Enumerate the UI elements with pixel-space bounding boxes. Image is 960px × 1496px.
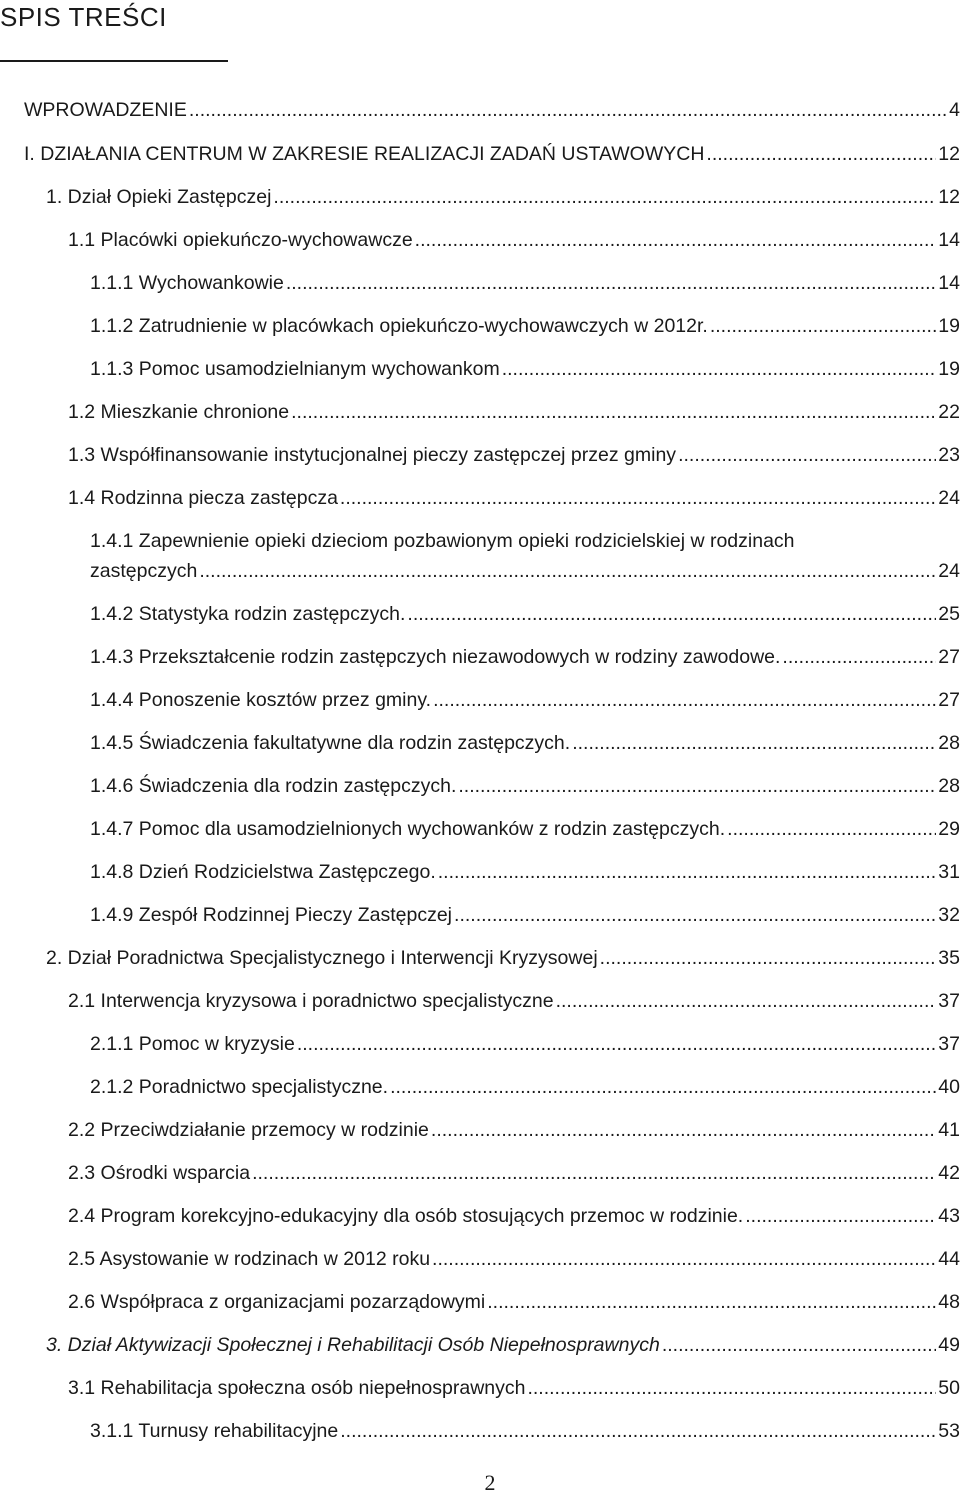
toc-entry[interactable]	[90, 860, 960, 884]
dot-leader	[438, 860, 937, 884]
toc-entry-page: 14	[938, 229, 960, 251]
toc-entry-page: 44	[938, 1248, 960, 1270]
toc-entry-label: 1.4.7 Pomoc dla usamodzielnionych wychowanków z rodzin zastępczych.	[90, 818, 726, 840]
toc-entry-page: 27	[938, 689, 960, 711]
toc-entry-label: 1.2 Mieszkanie chronione	[68, 401, 290, 423]
toc-entry[interactable]	[90, 817, 960, 841]
dot-leader	[432, 1247, 936, 1271]
toc-entry[interactable]	[46, 946, 960, 970]
dot-leader	[433, 688, 936, 712]
toc-entry[interactable]	[68, 486, 960, 510]
toc-entry-label: 1.1 Placówki opiekuńczo-wychowawcze	[68, 229, 413, 251]
dot-leader	[556, 989, 937, 1013]
toc-entry-page: 35	[938, 947, 960, 969]
toc-entry-page: 40	[938, 1076, 960, 1098]
toc-entry-page: 50	[938, 1377, 960, 1399]
toc-entry[interactable]	[46, 185, 960, 209]
toc-entry[interactable]	[68, 1161, 960, 1185]
toc-entry-label: 2.5 Asystowanie w rodzinach w 2012 roku	[68, 1248, 431, 1270]
toc-entry[interactable]	[68, 1290, 960, 1314]
toc-entry-label: 3. Dział Aktywizacji Społecznej i Rehabilitacji Osób Niepełnosprawnych	[46, 1334, 660, 1356]
toc-entry-page: 37	[938, 1033, 960, 1055]
dot-leader	[199, 559, 936, 583]
toc-entry-label: I. DZIAŁANIA CENTRUM W ZAKRESIE REALIZACJI ZADAŃ USTAWOWYCH	[24, 143, 705, 165]
toc-entry-page: 42	[938, 1162, 960, 1184]
toc-entry-page: 28	[938, 775, 960, 797]
toc-entry-label: 1.4.4 Ponoszenie kosztów przez gminy.	[90, 689, 432, 711]
toc-entry[interactable]	[90, 602, 960, 626]
dot-leader	[710, 314, 936, 338]
toc-entry-label: WPROWADZENIE	[24, 99, 187, 121]
toc-entry-page: 23	[938, 444, 960, 466]
toc-entry-page: 53	[938, 1420, 960, 1442]
toc-entry[interactable]	[68, 1376, 960, 1400]
toc-entry-label: 2.6 Współpraca z organizacjami pozarządowymi	[68, 1291, 486, 1313]
toc-entry-label: 1.4.5 Świadczenia fakultatywne dla rodzin zastępczych.	[90, 732, 571, 754]
dot-leader	[291, 400, 936, 424]
dot-leader	[415, 228, 937, 252]
toc-entry-label: 1.1.1 Wychowankowie	[90, 272, 284, 294]
toc-entry[interactable]	[68, 228, 960, 252]
toc-entry-label: 1.4.2 Statystyka rodzin zastępczych.	[90, 603, 406, 625]
dot-leader	[252, 1161, 936, 1185]
toc-entry[interactable]	[90, 903, 960, 927]
dot-leader	[273, 185, 936, 209]
toc-entry-page: 4	[949, 99, 960, 121]
toc-entry-label: 1.3 Współfinansowanie instytucjonalnej pieczy zastępczej przez gminy	[68, 444, 677, 466]
toc-entry-label: 2.1.2 Poradnictwo specjalistyczne.	[90, 1076, 389, 1098]
dot-leader	[487, 1290, 936, 1314]
dot-leader	[431, 1118, 936, 1142]
toc-entry-label: 2.1 Interwencja kryzysowa i poradnictwo specjalistyczne	[68, 990, 554, 1012]
toc-entry-label: 2. Dział Poradnictwa Specjalistycznego i Interwencji Kryzysowej	[46, 947, 598, 969]
dot-leader	[678, 443, 936, 467]
dot-leader	[340, 1419, 936, 1443]
toc-entry[interactable]	[68, 1247, 960, 1271]
toc-entry-label: 1.1.3 Pomoc usamodzielnianym wychowankom	[90, 358, 500, 380]
toc-entry-page: 32	[938, 904, 960, 926]
toc-entry-label: 1. Dział Opieki Zastępczej	[46, 186, 272, 208]
dot-leader	[502, 357, 937, 381]
toc-entry[interactable]	[90, 1075, 960, 1099]
dot-leader	[572, 731, 936, 755]
toc-entry[interactable]	[90, 688, 960, 712]
toc-entry-label: 1.4.9 Zespół Rodzinnej Pieczy Zastępczej	[90, 904, 453, 926]
dot-leader	[454, 903, 936, 927]
toc-entry[interactable]	[90, 357, 960, 381]
toc-entry-page: 29	[938, 818, 960, 840]
toc-entry-label: 2.2 Przeciwdziałanie przemocy w rodzinie	[68, 1119, 429, 1141]
toc-entry-page: 25	[938, 603, 960, 625]
toc-entry-label: 1.4 Rodzinna piecza zastępcza	[68, 487, 338, 509]
toc-entry-page: 19	[938, 358, 960, 380]
toc-entry[interactable]	[90, 645, 960, 669]
toc-entry[interactable]	[90, 271, 960, 295]
toc-entry-page: 14	[938, 272, 960, 294]
toc-entry-label: 1.4.8 Dzień Rodzicielstwa Zastępczego.	[90, 861, 436, 883]
toc-entry[interactable]	[68, 1118, 960, 1142]
toc-entry-label: 1.4.3 Przekształcenie rodzin zastępczych niezawodowych w rodziny zawodowe.	[90, 646, 781, 668]
toc-entry-page: 12	[938, 143, 960, 165]
toc-entry[interactable]	[46, 1333, 960, 1357]
toc-entry[interactable]	[90, 559, 960, 583]
page-number: 2	[484, 1470, 496, 1495]
dot-leader	[745, 1204, 936, 1228]
dot-leader	[390, 1075, 936, 1099]
dot-leader	[527, 1376, 936, 1400]
dot-leader	[600, 946, 937, 970]
toc-entry[interactable]	[90, 731, 960, 755]
toc-entry-label: 2.4 Program korekcyjno-edukacyjny dla osób stosujących przemoc w rodzinie.	[68, 1205, 744, 1227]
toc-entry[interactable]	[68, 989, 960, 1013]
toc-entry[interactable]	[68, 443, 960, 467]
toc-entry[interactable]	[90, 314, 960, 338]
toc-entry[interactable]	[90, 1419, 960, 1443]
toc-entry[interactable]	[68, 400, 960, 424]
dot-leader	[340, 486, 936, 510]
toc-entry-label: 1.4.6 Świadczenia dla rodzin zastępczych.	[90, 775, 457, 797]
toc-entry-page: 28	[938, 732, 960, 754]
toc-entry[interactable]	[90, 774, 960, 798]
toc-entry-page: 24	[938, 560, 960, 582]
toc-entry-page: 27	[938, 646, 960, 668]
toc-entry[interactable]	[90, 1032, 960, 1056]
toc-entry-page: 48	[938, 1291, 960, 1313]
toc-entry-page: 19	[938, 315, 960, 337]
toc-entry-page: 12	[938, 186, 960, 208]
toc-entry[interactable]	[68, 1204, 960, 1228]
dot-leader	[297, 1032, 936, 1056]
toc-entry-page: 24	[938, 487, 960, 509]
dot-leader	[407, 602, 936, 626]
toc-entry-label-line1[interactable]: 1.4.1 Zapewnienie opieki dzieciom pozbawionym opieki rodzicielskiej w rodzinach	[90, 530, 795, 552]
dot-leader	[706, 142, 936, 166]
toc-entry-label: 3.1.1 Turnusy rehabilitacyjne	[90, 1420, 339, 1442]
toc-title: SPIS TREŚCI	[0, 2, 167, 32]
toc-entry-page: 41	[938, 1119, 960, 1141]
toc-entry-label: 3.1 Rehabilitacja społeczna osób niepełnosprawnych	[68, 1377, 526, 1399]
toc-entry-page: 49	[938, 1334, 960, 1356]
dot-leader	[727, 817, 936, 841]
toc-entry-page: 31	[938, 861, 960, 883]
dot-leader	[286, 271, 936, 295]
dot-leader	[662, 1333, 936, 1357]
toc-entry-label: 2.3 Ośrodki wsparcia	[68, 1162, 251, 1184]
dot-leader	[189, 98, 947, 122]
dot-leader	[458, 774, 936, 798]
toc-entry-page: 22	[938, 401, 960, 423]
toc-entry-label: 2.1.1 Pomoc w kryzysie	[90, 1033, 295, 1055]
dot-leader	[782, 645, 936, 669]
toc-entry-label: zastępczych	[90, 560, 198, 582]
toc-entry[interactable]	[24, 98, 960, 122]
toc-entry-page: 43	[938, 1205, 960, 1227]
toc-entry-label: 1.1.2 Zatrudnienie w placówkach opiekuńczo-wychowawczych w 2012r.	[90, 315, 708, 337]
toc-entry[interactable]	[24, 142, 960, 166]
toc-entry-page: 37	[938, 990, 960, 1012]
